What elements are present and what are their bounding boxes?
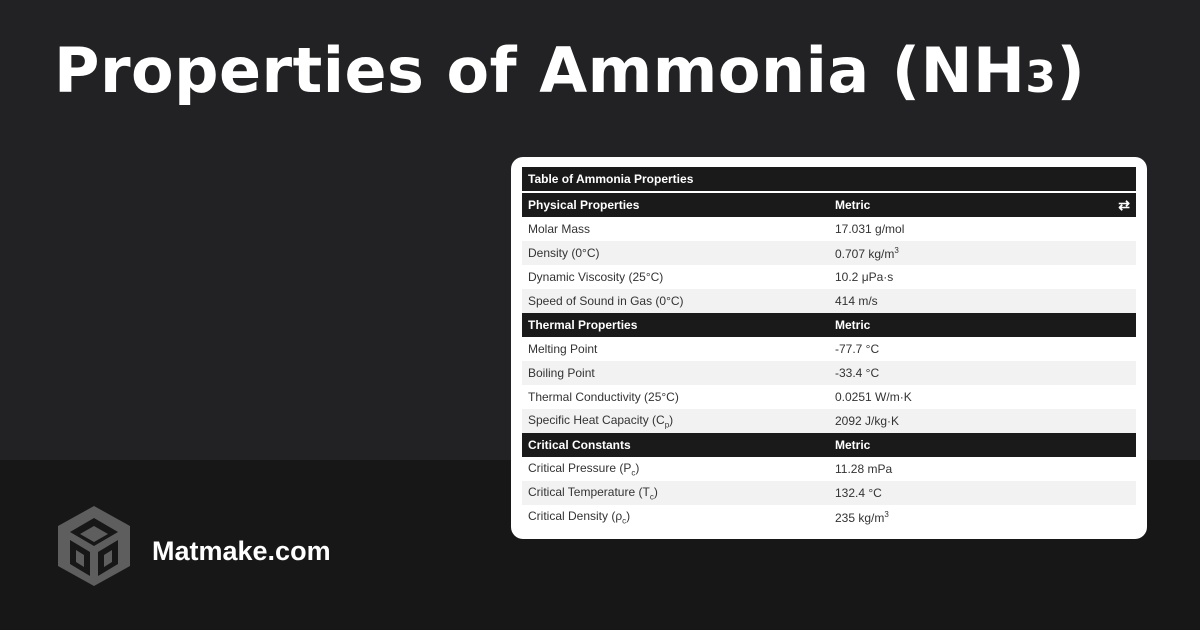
property-value-text: 414 m/s bbox=[835, 294, 878, 308]
metric-column-header bbox=[829, 192, 1136, 217]
brand-name[interactable]: Matmake.com bbox=[152, 536, 331, 566]
property-name bbox=[522, 505, 829, 529]
property-name-text: Melting Point bbox=[528, 342, 598, 356]
table-row bbox=[522, 409, 1136, 433]
property-name-subscript: c bbox=[649, 492, 654, 502]
property-value bbox=[829, 481, 1136, 505]
properties-table bbox=[522, 167, 1136, 529]
property-value-text: 235 kg/m bbox=[835, 510, 885, 525]
property-value-text: -33.4 °C bbox=[835, 366, 880, 380]
property-value-text: 17.031 g/mol bbox=[835, 222, 905, 236]
property-name-text: Thermal Conductivity (25°C) bbox=[528, 390, 679, 404]
property-name bbox=[522, 481, 829, 505]
property-name-subscript: p bbox=[664, 420, 670, 430]
property-name bbox=[522, 409, 829, 433]
property-value-text: 132.4 °C bbox=[835, 486, 882, 500]
property-name bbox=[522, 361, 829, 385]
property-name-text: Critical Density (ρ bbox=[528, 508, 623, 523]
property-name bbox=[522, 265, 829, 289]
table-row bbox=[522, 457, 1136, 481]
property-value-text: -77.7 °C bbox=[835, 342, 880, 356]
property-name-text: Molar Mass bbox=[528, 222, 591, 236]
metric-label: Metric bbox=[835, 438, 871, 452]
property-name-end: ) bbox=[669, 412, 674, 427]
metric-column-header bbox=[829, 313, 1136, 337]
property-name-text: Critical Temperature (T bbox=[528, 484, 650, 499]
property-name-subscript: c bbox=[631, 468, 636, 478]
properties-card bbox=[511, 157, 1147, 539]
property-value-text: 0.0251 W/m·K bbox=[835, 390, 912, 404]
property-name bbox=[522, 289, 829, 313]
property-value bbox=[829, 505, 1136, 529]
property-name bbox=[522, 385, 829, 409]
property-value-superscript: 3 bbox=[894, 245, 899, 255]
property-value-superscript: 3 bbox=[884, 509, 889, 519]
property-value bbox=[829, 217, 1136, 241]
property-value bbox=[829, 457, 1136, 481]
property-name-end: ) bbox=[635, 460, 640, 475]
property-name-text: Speed of Sound in Gas (0°C) bbox=[528, 294, 684, 308]
metric-column-header bbox=[829, 433, 1136, 457]
property-value-text: 2092 J/kg·K bbox=[835, 414, 900, 428]
property-name-text: Critical Pressure (P bbox=[528, 460, 632, 475]
property-value bbox=[829, 289, 1136, 313]
metric-label: Metric bbox=[835, 318, 871, 332]
property-value bbox=[829, 385, 1136, 409]
property-name-end: ) bbox=[626, 508, 631, 523]
section-header: Thermal Properties bbox=[522, 313, 829, 337]
section-header-row bbox=[522, 192, 1136, 217]
table-row bbox=[522, 361, 1136, 385]
property-name-text: Dynamic Viscosity (25°C) bbox=[528, 270, 664, 284]
table-caption: Table of Ammonia Properties bbox=[522, 167, 1136, 192]
property-name bbox=[522, 241, 829, 265]
property-name-end: ) bbox=[653, 484, 658, 499]
section-header: Critical Constants bbox=[522, 433, 829, 457]
property-name bbox=[522, 457, 829, 481]
table-row bbox=[522, 505, 1136, 529]
property-name-text: Specific Heat Capacity (C bbox=[528, 412, 665, 427]
section-header-row bbox=[522, 313, 1136, 337]
table-row bbox=[522, 289, 1136, 313]
property-name-text: Density (0°C) bbox=[528, 246, 600, 260]
table-row bbox=[522, 337, 1136, 361]
metric-label: Metric bbox=[835, 198, 871, 212]
table-row bbox=[522, 481, 1136, 505]
table-row bbox=[522, 241, 1136, 265]
property-value bbox=[829, 409, 1136, 433]
property-value-text: 11.28 mPa bbox=[835, 462, 893, 476]
table-row bbox=[522, 385, 1136, 409]
property-value bbox=[829, 241, 1136, 265]
section-header-row bbox=[522, 433, 1136, 457]
page-title: Properties of Ammonia (NH3) bbox=[54, 34, 1086, 107]
table-row bbox=[522, 217, 1136, 241]
property-value-text: 10.2 μPa·s bbox=[835, 270, 894, 284]
property-value bbox=[829, 361, 1136, 385]
matmake-cube-logo bbox=[56, 504, 132, 588]
section-header: Physical Properties bbox=[522, 192, 829, 217]
table-caption-row bbox=[522, 167, 1136, 192]
property-name-text: Boiling Point bbox=[528, 366, 595, 380]
table-row bbox=[522, 265, 1136, 289]
property-name bbox=[522, 337, 829, 361]
property-value bbox=[829, 337, 1136, 361]
property-value-text: 0.707 kg/m bbox=[835, 246, 895, 261]
swap-units-icon[interactable]: ⇄ bbox=[1118, 197, 1130, 213]
property-name-subscript: c bbox=[622, 516, 627, 526]
property-value bbox=[829, 265, 1136, 289]
property-name bbox=[522, 217, 829, 241]
